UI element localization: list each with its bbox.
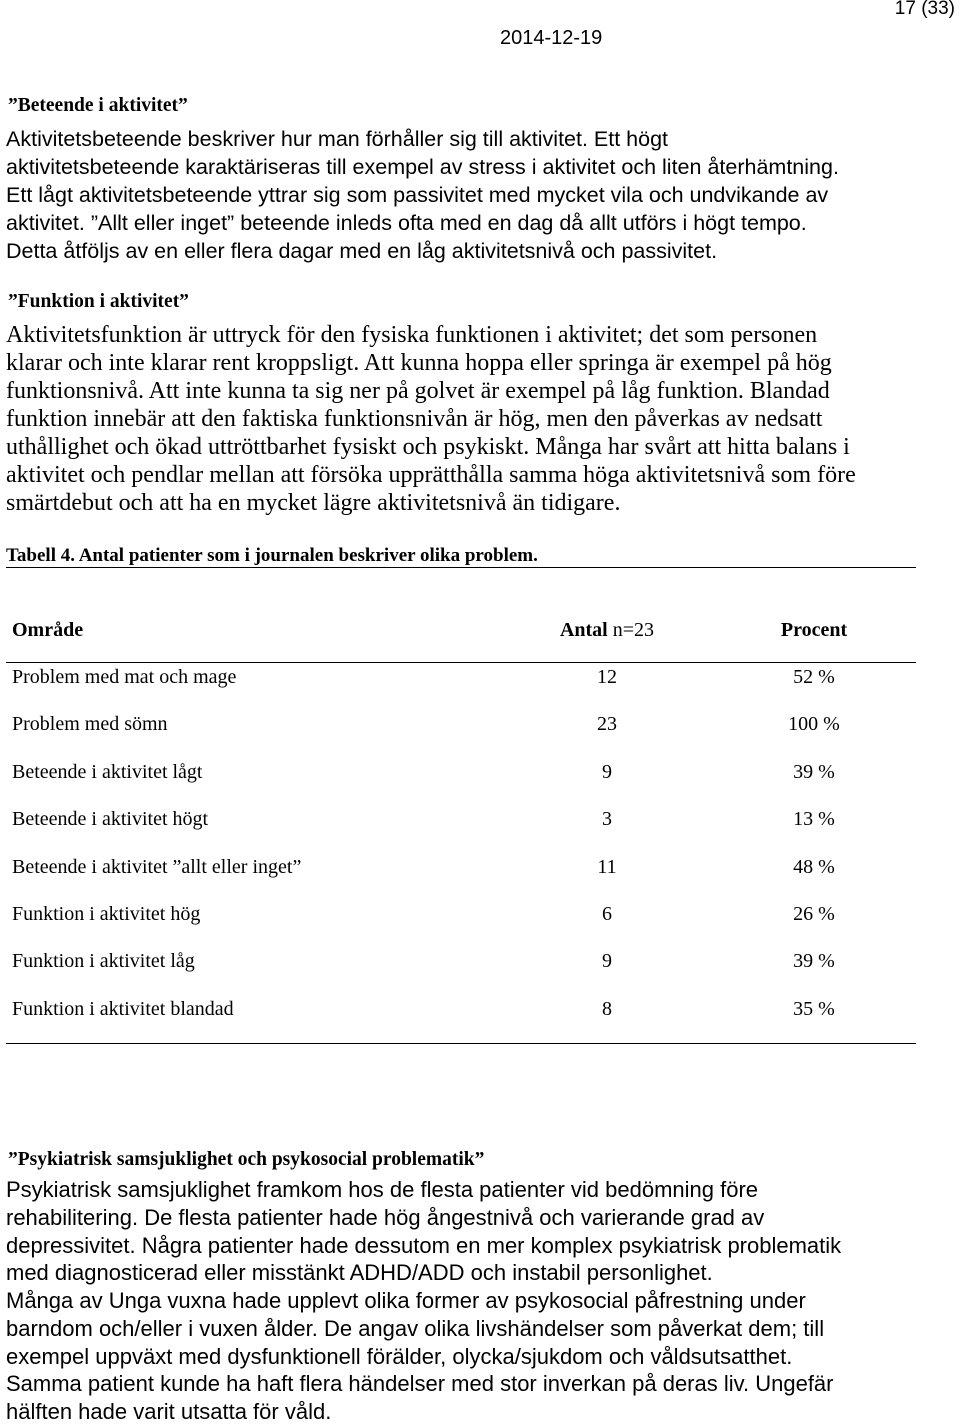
cell-count: 3 [602,808,612,831]
table-row [0,997,960,1021]
cell-percent: 26 % [793,903,835,925]
psykiatrisk-text-line: barndom och/eller i vuxen ålder. De angav olika livshändelser som påverkat dem; till [6,1315,825,1341]
beteende-text-line: Aktivitetsbeteende beskriver hur man förhåller sig till aktivitet. Ett högt [6,127,669,151]
cell-area: Problem med mat och mage [12,666,237,688]
column-header-percent: Procent [780,619,848,641]
psykiatrisk-text-line: Psykiatrisk samsjuklighet framkom hos de flesta patienter vid bedömning före [6,1177,759,1202]
psykiatrisk-text-line: med diagnosticerad eller misstänkt ADHD/ADD och instabil personlighet. [6,1260,713,1286]
column-header-count [547,618,667,642]
psykiatrisk-text-line: hälften hade varit utsatta för våld. [6,1399,332,1424]
table-row [0,855,960,879]
beteende-paragraph [6,125,839,265]
cell-percent: 35 % [793,997,835,1020]
psykiatrisk-text-line: Många av Unga vuxna hade upplevt olika former av psykosocial påfrestning under [6,1288,806,1313]
table-row [0,760,960,784]
funktion-text-line: Aktivitetsfunktion är uttryck för den fysiska funktionen i aktivitet; det som personen [6,322,818,348]
section-heading-beteende: ”Beteende i aktivitet” [8,95,188,116]
cell-count: 6 [602,903,612,925]
psykiatrisk-text-line: exempel uppväxt med dysfunktionell förälder, olycka/sjukdom och våldsutsatthet. [6,1343,793,1369]
cell-area: Funktion i aktivitet låg [12,950,195,973]
header-date: 2014-12-19 [500,27,603,49]
table-row [0,712,960,736]
psykiatrisk-text-line: depressivitet. Några patienter hade dessutom en mer komplex psykiatrisk problematik [6,1232,842,1258]
funktion-paragraph [6,321,856,517]
page-number: 17 (33) [894,0,955,19]
cell-count: 11 [597,855,617,878]
cell-percent: 13 % [793,808,835,831]
beteende-text-line: Ett lågt aktivitetsbeteende yttrar sig som passivitet med mycket vila och undvikande av [6,183,829,207]
column-header-area: Område [12,619,84,641]
cell-count: 12 [597,666,617,688]
psykiatrisk-text-line: Samma patient kunde ha haft flera händelser med stor inverkan på deras liv. Ungefär [6,1371,834,1397]
cell-area: Beteende i aktivitet ”allt eller inget” [12,855,302,878]
table-header-row [0,618,960,642]
funktion-text-line: uthållighet och ökad uttröttbarhet fysiskt och psykiskt. Många har svårt att hitta balans i [6,434,850,460]
cell-area: Funktion i aktivitet blandad [12,997,234,1020]
cell-percent: 52 % [793,666,835,688]
funktion-text-line: aktivitet och pendlar mellan att försöka upprätthålla samma höga aktivitetsnivå som före [6,462,856,488]
psykiatrisk-paragraph [6,1176,841,1426]
cell-count: 9 [602,760,612,783]
cell-area: Funktion i aktivitet hög [12,903,201,925]
beteende-text-line: Detta åtföljs av en eller flera dagar med en låg aktivitetsnivå och passivitet. [6,239,718,263]
column-header-count-n: n=23 [612,619,655,641]
cell-count: 23 [597,713,617,736]
table-row [0,902,960,926]
table-top-rule [6,567,916,568]
table-caption: Tabell 4. Antal patienter som i journalen beskriver olika problem. [6,545,538,566]
table-bottom-rule [6,1043,916,1044]
cell-area: Beteende i aktivitet högt [12,808,209,831]
section-heading-funktion: ”Funktion i aktivitet” [8,291,189,312]
table-row [0,949,960,973]
beteende-text-line: aktivitetsbeteende karaktäriseras till exempel av stress i aktivitet och liten återhämtning. [6,155,839,179]
cell-percent: 39 % [793,760,835,783]
cell-area: Problem med sömn [12,713,168,736]
cell-percent: 48 % [793,855,835,878]
column-header-count-label: Antal [559,619,608,641]
funktion-text-line: smärtdebut och att ha en mycket lägre aktivitetsnivå än tidigare. [6,490,621,516]
cell-area: Beteende i aktivitet lågt [12,760,203,783]
funktion-text-line: funktion innebär att den faktiska funktionsnivån är hög, men den påverkas av nedsatt [6,406,823,432]
table-row [0,665,960,689]
cell-count: 8 [602,997,612,1020]
cell-percent: 39 % [793,950,835,973]
psykiatrisk-text-line: rehabilitering. De flesta patienter hade hög ångestnivå och varierande grad av [6,1204,765,1230]
funktion-text-line: funktionsnivå. Att inte kunna ta sig ner på golvet är exempel på låg funktion. Blandad [6,378,830,404]
beteende-text-line: aktivitet. ”Allt eller inget” beteende inleds ofta med en dag då allt utförs i högt tempo. [6,211,807,235]
section-heading-psykiatrisk: ”Psykiatrisk samsjuklighet och psykosocial problematik” [8,1149,485,1170]
cell-count: 9 [602,950,612,973]
cell-percent: 100 % [788,713,840,736]
table-row [0,807,960,831]
table-header-rule [6,662,916,663]
funktion-text-line: klarar och inte klarar rent kroppsligt. Att kunna hoppa eller springa är exempel på hög [6,350,832,376]
